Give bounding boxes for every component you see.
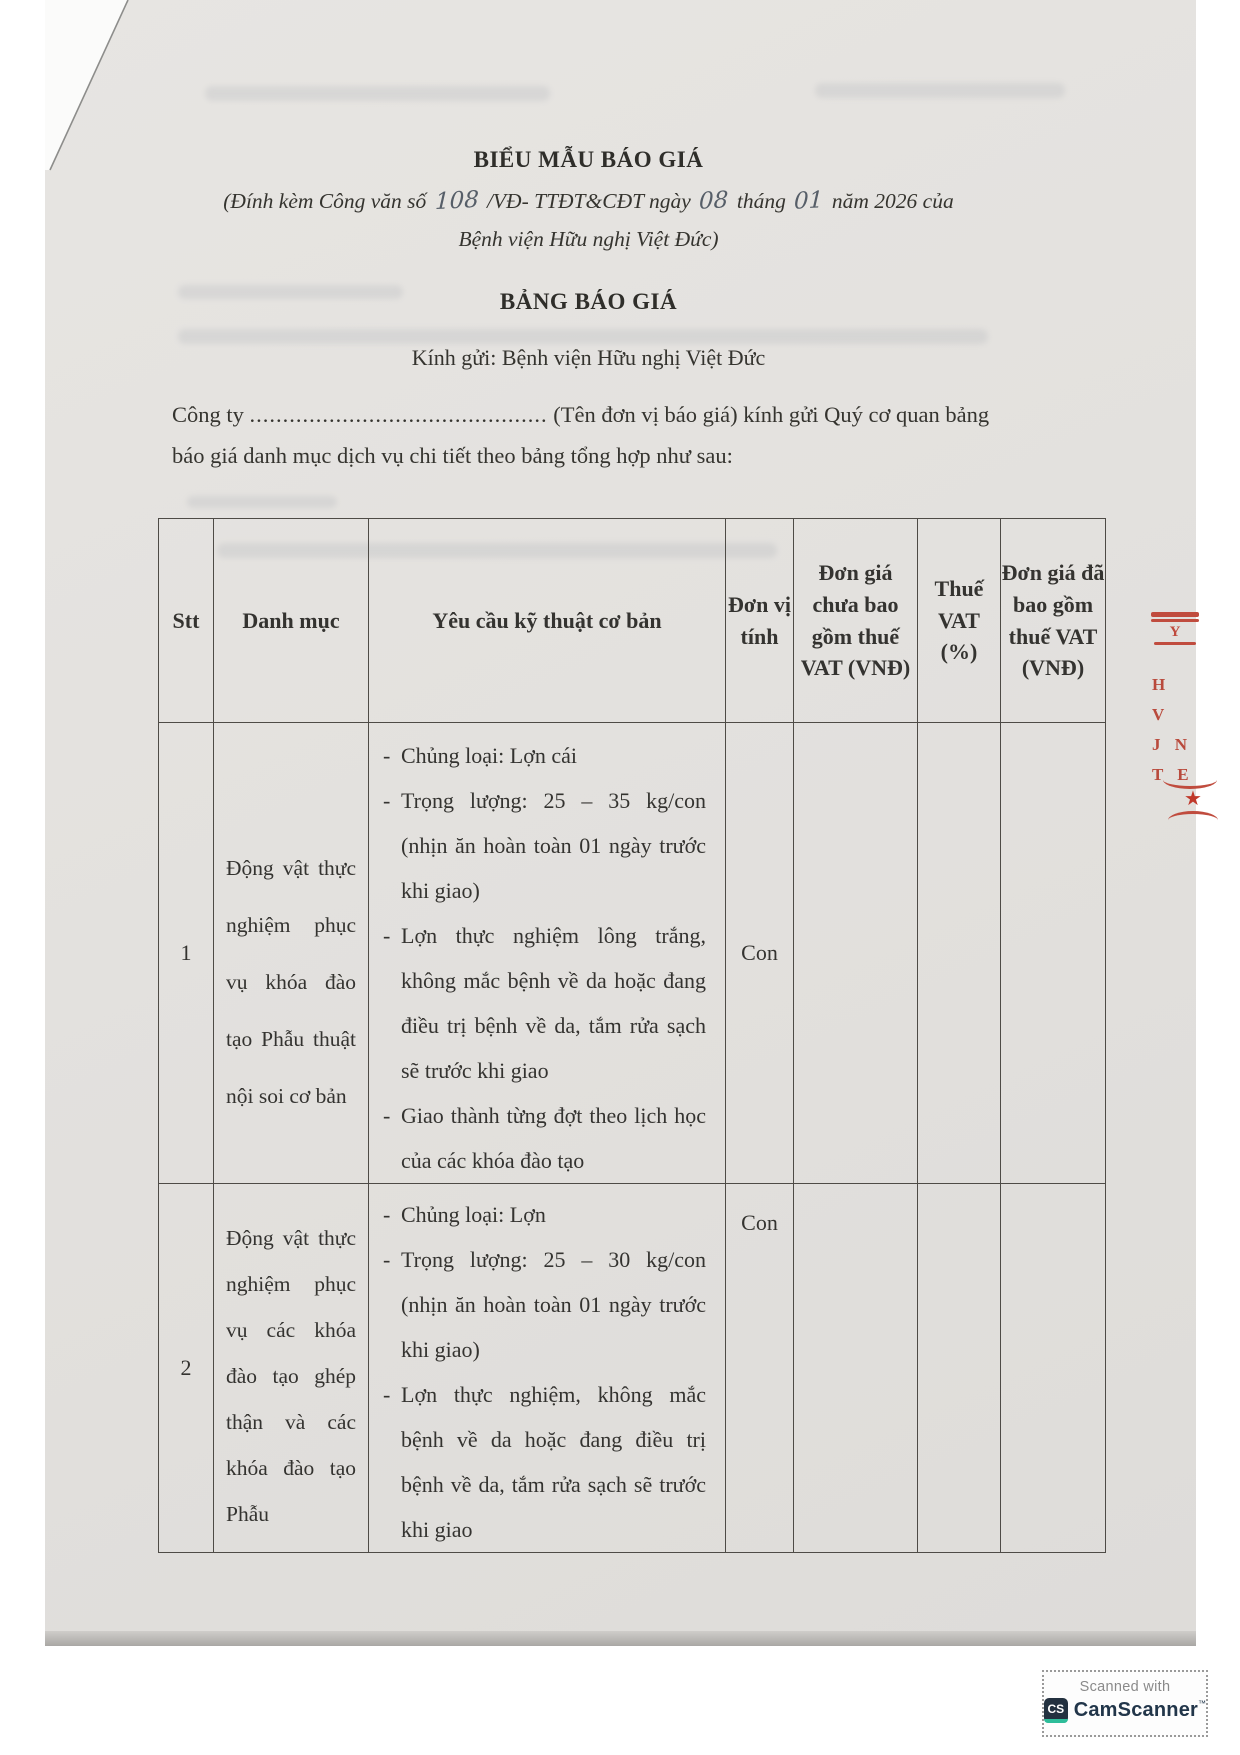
spec-bullet xyxy=(383,733,705,778)
row2-spec xyxy=(369,1184,726,1553)
bullet-dash: - xyxy=(383,1202,391,1227)
salutation-line: Kính gửi: Bệnh viện Hữu nghị Việt Đức xyxy=(411,345,766,370)
spec-bullet xyxy=(383,1093,705,1183)
row1-stt: 1 xyxy=(159,723,214,1184)
body-line-company xyxy=(172,402,1005,428)
spec-text: Chủng loại: Lợn cái xyxy=(401,743,577,768)
stamp-letter-line: J N xyxy=(1152,735,1193,754)
row1-spec xyxy=(369,723,726,1184)
spec-text: Chủng loại: Lợn xyxy=(401,1202,546,1227)
row1-don-gia-chua-vat-empty xyxy=(794,723,918,1184)
page-corner-fold xyxy=(45,0,140,175)
spec-text: Giao thành từng đợt theo lịch học của các khóa đào tạo xyxy=(401,1103,706,1173)
row1-danh-muc xyxy=(214,723,369,1184)
bullet-dash: - xyxy=(383,1103,391,1128)
badge-brand: CamScanner xyxy=(1073,1699,1198,1721)
subtitle-mid2: tháng xyxy=(736,189,786,213)
header-don-gia-da-vat: Đơn giá đã bao gồm thuế VAT (VNĐ) xyxy=(1001,519,1106,723)
bullet-dash: - xyxy=(383,743,391,768)
row1-thue-vat-empty xyxy=(918,723,1001,1184)
spec-text: Lợn thực nghiệm lông trắng, không mắc bệnh về da hoặc đang điều trị bệnh về da, tắm rửa sạch sẽ trước khi giao xyxy=(401,923,706,1083)
row2-don-vi: Con xyxy=(726,1184,794,1553)
bullet-dash: - xyxy=(383,1247,391,1272)
spec-bullet xyxy=(383,1237,705,1372)
table-header-row xyxy=(159,519,1106,723)
bleed-through-smudge xyxy=(815,83,1065,98)
body-line1-suffix: (Tên đơn vị báo giá) kính gửi Quý cơ quan bảng xyxy=(553,402,990,427)
stamp-bar xyxy=(1151,619,1199,622)
company-fill-in-dots: ............................................. xyxy=(249,402,548,427)
document-subtitle-line2: Bệnh viện Hữu nghị Việt Đức) xyxy=(458,227,719,251)
row2-don-gia-da-vat-empty xyxy=(1001,1184,1106,1553)
document-subtitle-line1 xyxy=(172,188,1005,214)
handwritten-day: 08 xyxy=(698,187,729,215)
subtitle-suffix: năm 2026 của xyxy=(831,189,954,213)
spec-bullet xyxy=(383,1372,705,1552)
red-stamp-letters xyxy=(1152,670,1196,790)
header-don-gia-chua-vat: Đơn giá chưa bao gồm thuế VAT (VNĐ) xyxy=(794,519,918,723)
stamp-monogram: Y xyxy=(1169,624,1181,640)
seal-arc xyxy=(1168,811,1218,824)
header-don-vi-tinh: Đơn vị tính xyxy=(726,519,794,723)
body-line-intro: báo giá danh mục dịch vụ chi tiết theo bảng tổng hợp như sau: xyxy=(172,443,733,468)
camscanner-logo-icon: CS xyxy=(1044,1698,1068,1723)
spec-text: Lợn thực nghiệm, không mắc bệnh về da hoặc đang điều trị bệnh về da, tắm rửa sạch sẽ trước khi giao xyxy=(401,1382,706,1542)
company-label: Công ty xyxy=(172,402,244,427)
row1-danh-muc-text: Động vật thực nghiệm phục vụ khóa đào tạo Phẫu thuật nội soi cơ bản xyxy=(226,855,356,1108)
subtitle-prefix: (Đính kèm Công văn số xyxy=(223,189,427,213)
document-title: BIỂU MẪU BÁO GIÁ xyxy=(473,147,704,172)
quotation-table xyxy=(158,518,1106,1553)
bullet-dash: - xyxy=(383,923,391,948)
handwritten-doc-number: 108 xyxy=(434,186,480,216)
header-yeu-cau: Yêu cầu kỹ thuật cơ bản xyxy=(369,519,726,723)
table-row xyxy=(159,723,1106,1184)
row2-don-gia-chua-vat-empty xyxy=(794,1184,918,1553)
stamp-letter-line: H V xyxy=(1152,675,1171,724)
stamp-letter-line: T E xyxy=(1152,765,1194,784)
badge-label: Scanned with xyxy=(1079,1679,1171,1695)
spec-text: Trọng lượng: 25 – 30 kg/con (nhịn ăn hoàn toàn 01 ngày trước khi giao) xyxy=(401,1247,706,1362)
stamp-bar xyxy=(1151,612,1199,617)
spec-bullet xyxy=(383,1192,705,1237)
bullet-dash: - xyxy=(383,1382,391,1407)
row2-stt: 2 xyxy=(159,1184,214,1553)
row1-don-gia-da-vat-empty xyxy=(1001,723,1106,1184)
section-title: BẢNG BÁO GIÁ xyxy=(499,289,678,314)
badge-trademark: ™ xyxy=(1198,1699,1206,1708)
bullet-dash: - xyxy=(383,788,391,813)
table-row xyxy=(159,1184,1106,1553)
row2-danh-muc xyxy=(214,1184,369,1553)
row2-thue-vat-empty xyxy=(918,1184,1001,1553)
spec-bullet xyxy=(383,913,705,1093)
header-thue-vat: Thuế VAT (%) xyxy=(918,519,1001,723)
bleed-through-smudge xyxy=(187,496,337,508)
red-stamp-star-seal xyxy=(1163,776,1223,824)
spec-text: Trọng lượng: 25 – 35 kg/con (nhịn ăn hoàn toàn 01 ngày trước khi giao) xyxy=(401,788,706,903)
star-icon: ★ xyxy=(1184,788,1202,810)
bleed-through-smudge xyxy=(205,86,550,101)
header-danh-muc: Danh mục xyxy=(214,519,369,723)
bleed-through-smudge xyxy=(178,329,988,344)
red-stamp-emblem xyxy=(1151,610,1199,647)
subtitle-mid1: /VĐ- TTĐT&CĐT ngày xyxy=(486,189,691,213)
scanned-sheet xyxy=(45,0,1202,1646)
row1-don-vi: Con xyxy=(726,723,794,1184)
header-stt: Stt xyxy=(159,519,214,723)
spec-bullet xyxy=(383,778,705,913)
handwritten-month: 01 xyxy=(793,187,824,215)
row2-danh-muc-text: Động vật thực nghiệm phục vụ các khóa đào tạo ghép thận và các khóa đào tạo Phẫu xyxy=(226,1226,356,1526)
camscanner-badge xyxy=(1042,1670,1208,1737)
stamp-bar xyxy=(1154,642,1196,645)
